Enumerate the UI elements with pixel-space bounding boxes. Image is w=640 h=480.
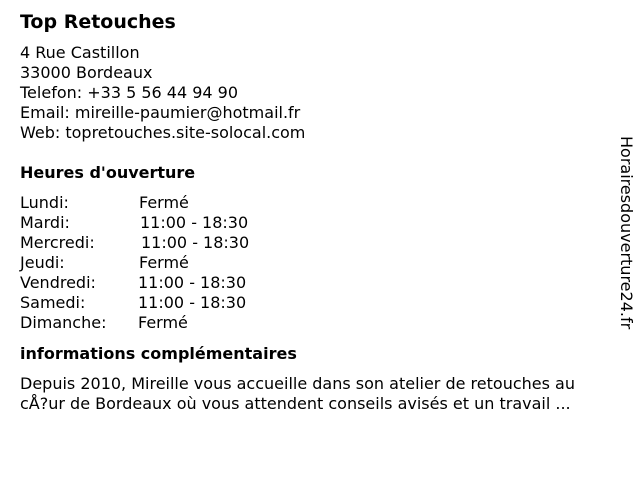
day-label: Vendredi: — [20, 273, 96, 292]
hours-row-samedi — [20, 293, 620, 313]
hours-table — [20, 193, 620, 333]
day-label: Mardi: — [20, 213, 70, 232]
phone-line: Telefon: +33 5 56 44 94 90 — [20, 83, 239, 102]
day-label: Jeudi: — [20, 253, 65, 272]
day-hours: Fermé — [138, 313, 188, 332]
hours-row-vendredi — [20, 273, 620, 293]
day-label: Samedi: — [20, 293, 86, 312]
hours-heading: Heures d'ouverture — [20, 163, 196, 182]
hours-row-mardi — [20, 213, 620, 233]
hours-row-mercredi — [20, 233, 620, 253]
contact-block — [20, 43, 620, 143]
info-heading: informations complémentaires — [20, 344, 297, 363]
address-city: 33000 Bordeaux — [20, 63, 153, 82]
day-label: Lundi: — [20, 193, 69, 212]
hours-row-lundi — [20, 193, 620, 213]
day-hours: 11:00 - 18:30 — [140, 213, 249, 232]
hours-row-dimanche — [20, 313, 620, 333]
day-label: Dimanche: — [20, 313, 107, 332]
web-line: Web: topretouches.site-solocal.com — [20, 123, 306, 142]
business-card — [20, 10, 620, 414]
description — [20, 374, 620, 414]
email-line: Email: mireille-paumier@hotmail.fr — [20, 103, 301, 122]
site-watermark: Horairesdouverture24.fr — [617, 136, 636, 330]
hours-row-jeudi — [20, 253, 620, 273]
description-line-2: cÅ?ur de Bordeaux où vous attendent conseils avisés et un travail ... — [20, 394, 571, 413]
day-label: Mercredi: — [20, 233, 95, 252]
day-hours: Fermé — [139, 253, 189, 272]
business-name: Top Retouches — [20, 11, 176, 33]
day-hours: Fermé — [139, 193, 189, 212]
day-hours: 11:00 - 18:30 — [138, 293, 247, 312]
day-hours: 11:00 - 18:30 — [141, 233, 250, 252]
day-hours: 11:00 - 18:30 — [138, 273, 247, 292]
address-street: 4 Rue Castillon — [20, 43, 140, 62]
description-line-1: Depuis 2010, Mireille vous accueille dans son atelier de retouches au — [20, 374, 575, 393]
